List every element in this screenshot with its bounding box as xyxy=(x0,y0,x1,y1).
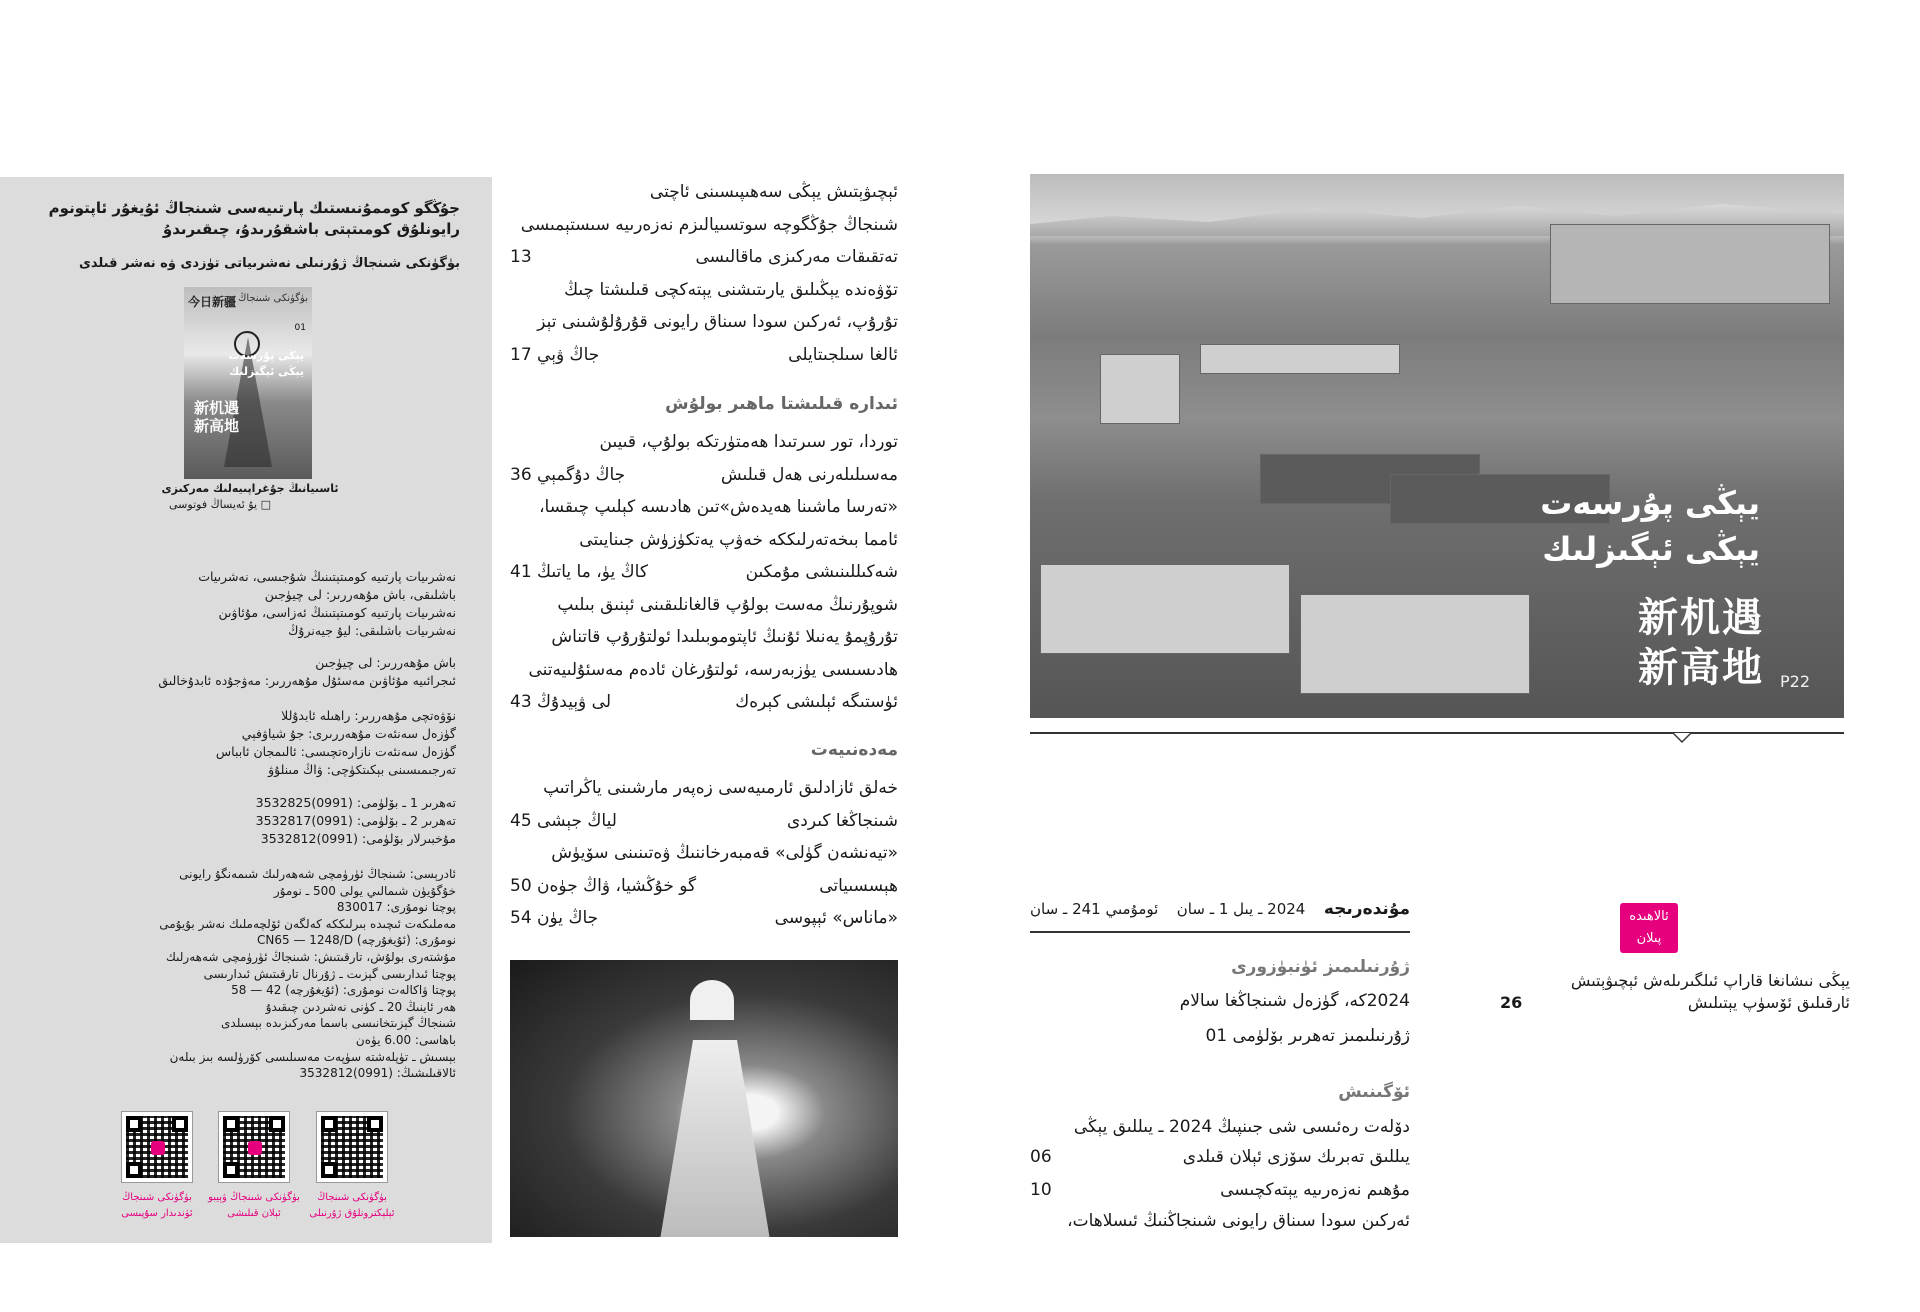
cover-title-ug1: يېڭى پۇرسەت xyxy=(228,349,304,362)
toc-page: 10 xyxy=(1030,1180,1052,1200)
toc-block-2 xyxy=(510,426,898,719)
address-line: مەملىكەت ئىچىدە بىرلىككە كەلگەن ئۆلچەملىك نەشر بۇيۇمى xyxy=(159,916,456,931)
toc-label: مۇندەرىجە xyxy=(1323,899,1410,919)
toc-page: 06 xyxy=(1030,1147,1052,1167)
staff-block-3 xyxy=(36,707,456,779)
plan-line: ئارقىلىق ئۆسۈپ يېتىلىش xyxy=(1687,993,1850,1012)
building xyxy=(1300,594,1530,694)
qr-label-wechat: بۈگۈنكى شىنجاڭ ئۈندىدار سۇپىسى xyxy=(121,1192,193,1219)
toc-text-line: تۆۋەندە يېڭىلىق يارىتىشنى يېتەكچى قىلىشتا چىڭ xyxy=(564,279,898,300)
toc-entry[interactable] xyxy=(510,241,898,274)
section-title-study: ئۆگىنىش xyxy=(1338,1082,1410,1102)
toc-entry[interactable] xyxy=(510,686,898,719)
staff-line: گۈزەل سەنئەت مۇھەررىرى: جۇ شياۋفېي xyxy=(241,726,456,741)
cover-photographer: □ يۇ ئەيساڭ فوتوسى xyxy=(169,498,271,511)
qr-corner xyxy=(126,1116,142,1132)
staff-line: تەرجىمىسىنى بېكىتكۈچى: ۋاڭ مىنلۇۋ xyxy=(268,762,456,777)
qr-code-weibo[interactable] xyxy=(219,1112,289,1182)
performer-hat xyxy=(690,980,734,1020)
qr-corner xyxy=(321,1162,337,1178)
address-line: ھەر ئاينىڭ 20 ـ كۈنى نەشردىن چىقىدۇ xyxy=(265,999,456,1014)
toc-text: ئۈستىگە ئېلىشى كېرەك xyxy=(735,692,898,712)
special-plan-badge xyxy=(1620,903,1678,953)
toc-entry[interactable] xyxy=(510,870,898,903)
aerial-photo[interactable] xyxy=(1030,174,1844,718)
publisher-title: جۇڭگو كوممۇنىستىك پارتىيەسى شىنجاڭ ئۇيغۇر ئاپتونوم رايونلۇق كومىتېتى باشقۇرىدۇ، چىقىرىدۇ xyxy=(48,199,460,238)
toc-author: گو خۇڭشيا، ۋاڭ جۈەن 50 xyxy=(510,875,697,896)
toc-text-line: خەلق ئازادلىق ئارمىيەسى زەپەر مارشىنى ياڭراتىپ xyxy=(543,778,898,798)
address-line: پوچتا ئىدارىسى گېزىت ـ ژۇرنال تارقىتىش ئىدارىسى xyxy=(203,966,456,981)
publisher-subtitle: بۈگۈنكى شىنجاڭ ژۇرنىلى نەشرىياتى تۈزدى ۋە نەشر قىلدى xyxy=(78,256,460,271)
address-line: ئالاقىلىشىڭ: (0991)3532812 xyxy=(299,1066,456,1081)
section-title-governance: ئىدارە قىلىشتا ماھىر بولۇش xyxy=(665,394,898,414)
staff-line: نۆۋەتچى مۇھەررىر: راھىلە ئابدۇللا xyxy=(281,708,456,723)
toc-entry[interactable]: ئەركىن سودا سىناق رايونى شىنجاڭنىڭ ئىسلاھات، xyxy=(1067,1211,1410,1231)
address-line: باھاسى: 6.00 يۈەن xyxy=(355,1032,456,1047)
toc-text-line: تۇرۇپمۇ يەنىلا ئۇنىڭ ئاپتوموبىلىدا ئولتۇرۇپ قاتناش xyxy=(551,627,898,647)
toc-text-line: شوپۇرنىڭ مەست بولۇپ قالغانلىقىنى ئېنىق بىلىپ xyxy=(557,594,898,615)
qr-logo-icon xyxy=(151,1141,165,1155)
address-line: پوچتا نومۇرى: 830017 xyxy=(336,900,456,915)
toc-text: مۇھىم نەزەرىيە يېتەكچىسى xyxy=(1220,1180,1410,1200)
badge-line: پىلان xyxy=(1636,931,1662,946)
toc-text: ئالغا سىلجىتايلى xyxy=(788,344,898,365)
staff-block-2 xyxy=(36,654,456,690)
staff-line: نەشرىيات باشلىقى: ليۇ جيەنرۇڭ xyxy=(288,623,456,638)
photo-title-cn2: 新高地 xyxy=(1638,645,1764,691)
toc-entry[interactable] xyxy=(1030,1142,1410,1172)
toc-entry[interactable]: ژۇرنىلىمىز تەھرىر بۆلۈمى 01 xyxy=(1205,1026,1410,1046)
toc-author: جاڭ دۇگمېي 36 xyxy=(510,464,626,485)
qr-corner xyxy=(126,1162,142,1178)
plan-page: 26 xyxy=(1500,993,1523,1012)
staff-line: ئىجرائىيە مۇئاۋىن مەسئۇل مۇھەررىر: مەۋجۇدە ئابدۇخالىق xyxy=(158,673,456,688)
toc-entry[interactable] xyxy=(510,459,898,492)
qr-code-wechat[interactable] xyxy=(122,1112,192,1182)
toc-entry[interactable] xyxy=(510,902,898,935)
toc-text-line: تۇرۇپ، ئەركىن سودا سىناق رايونى قۇرۇلۇشىنى تېز xyxy=(537,312,898,332)
cover-logo-ug: بۈگۈنكى شىنجاڭ xyxy=(238,293,308,304)
qr-label-weibo: بۈگۈنكى شىنجاڭ ۋېيبو ئېلان قىلىشى xyxy=(208,1192,300,1219)
address-line: بېسىش ـ تۈپلەشتە سۈپەت مەسىلىسى كۆرۈلسە بىز بىلەن xyxy=(169,1049,456,1064)
toc-entry[interactable]: 2024كە، گۈزەل شىنجاڭغا سالام xyxy=(1179,991,1410,1011)
plan-line: يېڭى نىشانغا قاراپ ئىلگىرىلەش ئېچىۋېتىش xyxy=(1570,971,1850,990)
staff-line: نەشرىيات پارتىيە كومىتېتىنىڭ ئەزاسى، مۇئاۋىن xyxy=(218,605,456,620)
qr-corner xyxy=(172,1116,188,1132)
qr-corner xyxy=(367,1116,383,1132)
qr-corner xyxy=(223,1162,239,1178)
staff-line: باشلىقى، باش مۇھەررىر: لى چيۈجىن xyxy=(264,587,456,602)
toc-text: شەكىللىنىشى مۇمكىن xyxy=(745,562,898,582)
qr-code-ejournal[interactable] xyxy=(317,1112,387,1182)
photo-page-number: P22 xyxy=(1779,672,1810,691)
staff-line: باش مۇھەررىر: لى چيۈجىن xyxy=(315,655,456,670)
magazine-cover[interactable] xyxy=(184,287,312,479)
qr-corner xyxy=(269,1116,285,1132)
staff-line: نەشرىيات پارتىيە كومىتېتىنىڭ شۇجىسى، نەشرىيات xyxy=(198,569,456,584)
toc-text-line: ئېچىۋېتىش يېڭى سەھىپىسىنى ئاچتى xyxy=(649,182,898,202)
cover-title-ug2: يېڭى ئېگىزلىك xyxy=(229,365,304,378)
qr-logo-icon xyxy=(248,1141,262,1155)
toc-entry[interactable] xyxy=(510,805,898,838)
toc-text: يىللىق تەبرىك سۆزى ئېلان قىلدى xyxy=(1182,1147,1410,1167)
cover-issue: 01 xyxy=(294,323,306,333)
cover-title-cn1: 新机遇 xyxy=(194,399,240,417)
toc-entry[interactable] xyxy=(510,556,898,589)
cover-logo-cn: 今日新疆 xyxy=(188,295,237,309)
performer-photo[interactable] xyxy=(510,960,898,1237)
toc-rule xyxy=(1030,931,1410,933)
toc-text: «ماناس» ئېپوسى xyxy=(774,908,898,928)
phone-line: تەھرىر 2 ـ بۆلۈمى: (0991)3532817 xyxy=(255,813,456,828)
toc-author: جاڭ يۈن 54 xyxy=(510,908,599,928)
qr-corner xyxy=(223,1116,239,1132)
staff-block-1 xyxy=(36,568,456,640)
plan-line-row xyxy=(1500,992,1850,1014)
performer-robe xyxy=(660,1040,770,1237)
toc-text-line: شىنجاڭ جۇڭگوچە سوتسىيالىزم نەزەرىيە سىستېمىسى xyxy=(520,214,898,235)
toc-text-line: «تەرسا ماشىنا ھەيدەش»تىن ھادىسە كېلىپ چىقسا، xyxy=(539,497,898,517)
toc-author: كاڭ يۈ، ما ياتىڭ 41 xyxy=(510,562,648,582)
address-line: مۇشتەرى بولۇش، تارقىتىش: شىنجاڭ ئۈرۈمچى شەھەرلىك xyxy=(166,949,456,964)
toc-text: تەتقىقات مەركىزى ماقالىسى xyxy=(695,247,898,267)
address-line: نومۇرى: (ئۇيغۇرچە) CN65 — 1248/D xyxy=(257,933,456,948)
toc-text-line: توردا، تور سىرتىدا ھەمتۈرتكە بولۇپ، قىيىن xyxy=(599,432,898,452)
toc-author: جاڭ ۋېي 17 xyxy=(510,344,600,365)
toc-page: 13 xyxy=(510,247,532,267)
toc-author: لياڭ جېشى 45 xyxy=(510,810,617,831)
toc-year-issue: 2024 ـ يىل 1 ـ سان xyxy=(1176,900,1306,918)
address-line: خۇگۇيۈن شىمالىي يولى 500 ـ نومۇر xyxy=(273,883,456,898)
toc-text-line: ئامما بىخەتەرلىككە خەۋپ يەتكۈزۈش جىنايىتى xyxy=(579,529,898,550)
building xyxy=(1040,564,1290,654)
building xyxy=(1100,354,1180,424)
address-line: ئادرېسى: شىنجاڭ ئۈرۈمچى شەھەرلىك شىمەنگۇ رايونى xyxy=(179,867,456,881)
staff-line: گۈزەل سەنئەت نازارەتچىسى: ئالىمجان ئابباس xyxy=(215,744,456,759)
plan-entry[interactable] xyxy=(1500,970,1850,1014)
cover-title-cn2: 新高地 xyxy=(194,417,240,435)
photo-title-cn1: 新机遇 xyxy=(1638,595,1764,641)
city-block xyxy=(1550,224,1830,304)
caption-rule xyxy=(1030,732,1844,734)
toc-text-line: «تيەنشەن گۈلى» قەمبەرخاننىڭ ۋەتىنىنى سۆيۈش xyxy=(551,843,898,863)
toc-entry[interactable] xyxy=(1030,1175,1410,1205)
toc-block-3 xyxy=(510,772,898,935)
address-block xyxy=(36,866,456,1082)
toc-total-issue: ئومۇمىي 241 ـ سان xyxy=(1030,900,1159,918)
phone-line: مۇخبىرلار بۆلۈمى: (0991)3532812 xyxy=(260,831,456,846)
photo-title-ug1: يېڭى پۇرسەت xyxy=(1540,484,1760,522)
address-line: شىنجاڭ گېزىتخانىسى باسما مەركىزىدە بېسىلدى xyxy=(221,1016,456,1031)
section-title-editorial: ژۇرنىلىمىز ئۈنبۈزورى xyxy=(1231,957,1410,977)
qr-label-ejournal: بۈگۈنكى شىنجاڭ ئېلېكترونلۇق ژۇرنىلى xyxy=(309,1192,395,1219)
caption-pointer-inner xyxy=(1674,733,1690,741)
toc-entry[interactable] xyxy=(510,339,898,372)
badge-line: ئالاھىدە xyxy=(1629,909,1669,924)
phone-block xyxy=(36,794,456,848)
toc-text: مەسىلىلەرنى ھەل قىلىش xyxy=(720,464,898,485)
building xyxy=(1200,344,1400,374)
toc-block-1 xyxy=(510,176,898,371)
toc-text: شىنجاڭغا كىردى xyxy=(786,810,898,831)
qr-corner xyxy=(321,1116,337,1132)
toc-header xyxy=(1030,890,1410,928)
toc-entry[interactable]: دۆلەت رەئىسى شى جىنپىڭ 2024 ـ يىللىق يېڭى xyxy=(1073,1117,1410,1137)
phone-line: تەھرىر 1 ـ بۆلۈمى: (0991)3532825 xyxy=(255,795,456,810)
toc-text: ھېسسىياتى xyxy=(819,875,898,896)
section-title-culture: مەدەنىيەت xyxy=(810,740,898,760)
photo-title-ug2: يېڭى ئېگىزلىك xyxy=(1542,530,1760,568)
toc-author: لى ۋېيدۇڭ 43 xyxy=(510,692,612,712)
cover-caption: ئاسىيانىڭ جۇغراپىيەلىك مەركىزى xyxy=(161,482,339,495)
address-line: پوچتا ۋاكالەت نومۇرى: (ئۇيغۇرچە) 42 — 58 xyxy=(231,983,456,998)
toc-text-line: ھادىسىسى يۈزبەرسە، ئولتۇرغان ئادەم مەسئۇلىيەتنى xyxy=(528,659,898,680)
